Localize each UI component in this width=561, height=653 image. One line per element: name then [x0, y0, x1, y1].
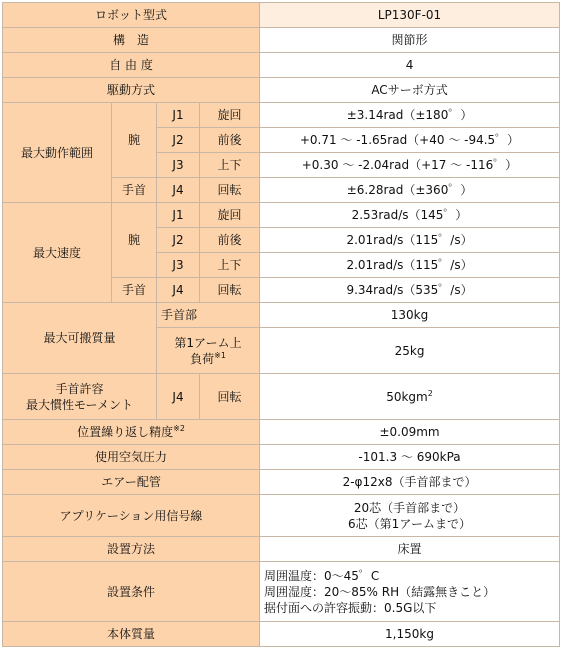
axis-speed-j4: J4	[157, 278, 200, 303]
label-inertia	[3, 374, 157, 420]
axis-range-j2: J2	[157, 128, 200, 153]
row-drive	[3, 78, 560, 103]
signal-line2: 6芯（第1アームまで）	[348, 516, 471, 531]
row-speed-j1	[3, 203, 560, 228]
value-inertia	[260, 374, 560, 420]
row-model	[3, 3, 560, 28]
value-dof: 4	[260, 53, 560, 78]
label-payload: 最大可搬質量	[3, 303, 157, 374]
label-install-method: 設置方法	[3, 537, 260, 562]
value-speed-j4: 9.34rad/s（535゜/s）	[260, 278, 560, 303]
inertia-line2: 最大慣性モーメント	[26, 397, 133, 412]
label-signal: アプリケーション用信号線	[3, 495, 260, 537]
dir-speed-j3: 上下	[200, 253, 260, 278]
repeatability-label: 位置繰り返し精度	[77, 425, 174, 439]
row-dof	[3, 53, 560, 78]
row-mass	[3, 622, 560, 647]
row-install-cond	[3, 562, 560, 622]
value-payload-wrist: 130kg	[260, 303, 560, 328]
label-drive: 駆動方式	[3, 78, 260, 103]
payload-arm-line1: 第1アーム上	[174, 335, 242, 350]
value-range-j4: ±6.28rad（±360゜）	[260, 178, 560, 203]
axis-speed-j3: J3	[157, 253, 200, 278]
axis-speed-j2: J2	[157, 228, 200, 253]
spec-table	[2, 2, 560, 647]
row-payload-wrist	[3, 303, 560, 328]
value-mass: 1,150kg	[260, 622, 560, 647]
install-cond-line1: 周囲温度：0～45゜C	[264, 568, 380, 583]
label-air-piping: エアー配管	[3, 470, 260, 495]
note-2-marker: ※2	[173, 424, 185, 433]
value-structure: 関節形	[260, 28, 560, 53]
label-range-arm: 腕	[112, 103, 157, 178]
value-speed-j1: 2.53rad/s（145゜）	[260, 203, 560, 228]
inertia-exponent: 2	[427, 388, 433, 398]
row-air-pressure	[3, 445, 560, 470]
value-range-j1: ±3.14rad（±180゜）	[260, 103, 560, 128]
value-repeatability: ±0.09mm	[260, 420, 560, 445]
label-speed-arm: 腕	[112, 203, 157, 278]
value-payload-arm: 25kg	[260, 328, 560, 374]
dir-speed-j4: 回転	[200, 278, 260, 303]
dir-range-j1: 旋回	[200, 103, 260, 128]
dir-speed-j2: 前後	[200, 228, 260, 253]
install-cond-line2: 周囲湿度：20～85% RH（結露無きこと）	[264, 584, 496, 599]
label-install-cond: 設置条件	[3, 562, 260, 622]
row-air-piping	[3, 470, 560, 495]
dir-range-j2: 前後	[200, 128, 260, 153]
label-air-pressure: 使用空気圧力	[3, 445, 260, 470]
value-signal	[260, 495, 560, 537]
row-structure	[3, 28, 560, 53]
label-payload-wrist: 手首部	[157, 303, 260, 328]
row-range-j1	[3, 103, 560, 128]
signal-line1: 20芯（手首部まで）	[353, 500, 466, 515]
label-model: ロボット型式	[3, 3, 260, 28]
row-signal	[3, 495, 560, 537]
payload-arm-line2: 負荷	[190, 351, 215, 366]
label-structure: 構 造	[3, 28, 260, 53]
value-range-j2: +0.71 ～ -1.65rad（+40 ～ -94.5゜）	[260, 128, 560, 153]
value-air-piping: 2-φ12x8（手首部まで）	[260, 470, 560, 495]
inertia-line1: 手首許容	[55, 381, 104, 396]
axis-range-j4: J4	[157, 178, 200, 203]
label-speed-wrist: 手首	[112, 278, 157, 303]
row-inertia	[3, 374, 560, 420]
axis-range-j3: J3	[157, 153, 200, 178]
install-cond-line3: 据付面への許容振動：0.5G以下	[264, 600, 437, 615]
label-repeatability	[3, 420, 260, 445]
axis-speed-j1: J1	[157, 203, 200, 228]
value-drive: ACサーボ方式	[260, 78, 560, 103]
dir-range-j3: 上下	[200, 153, 260, 178]
value-speed-j3: 2.01rad/s（115゜/s）	[260, 253, 560, 278]
inertia-value: 50kgm	[386, 389, 428, 404]
label-dof: 自 由 度	[3, 53, 260, 78]
label-range-wrist: 手首	[112, 178, 157, 203]
value-speed-j2: 2.01rad/s（115゜/s）	[260, 228, 560, 253]
value-model: LP130F-01	[260, 3, 560, 28]
row-repeatability	[3, 420, 560, 445]
value-install-method: 床置	[260, 537, 560, 562]
dir-range-j4: 回転	[200, 178, 260, 203]
label-mass: 本体質量	[3, 622, 260, 647]
value-range-j3: +0.30 ～ -2.04rad（+17 ～ -116゜）	[260, 153, 560, 178]
note-1-marker: ※1	[214, 350, 226, 360]
label-max-speed: 最大速度	[3, 203, 112, 303]
value-install-cond	[260, 562, 560, 622]
dir-speed-j1: 旋回	[200, 203, 260, 228]
axis-inertia: J4	[157, 374, 200, 420]
axis-range-j1: J1	[157, 103, 200, 128]
value-air-pressure: -101.3 ～ 690kPa	[260, 445, 560, 470]
label-payload-arm	[157, 328, 260, 374]
label-motion-range: 最大動作範囲	[3, 103, 112, 203]
dir-inertia: 回転	[200, 374, 260, 420]
row-install-method	[3, 537, 560, 562]
